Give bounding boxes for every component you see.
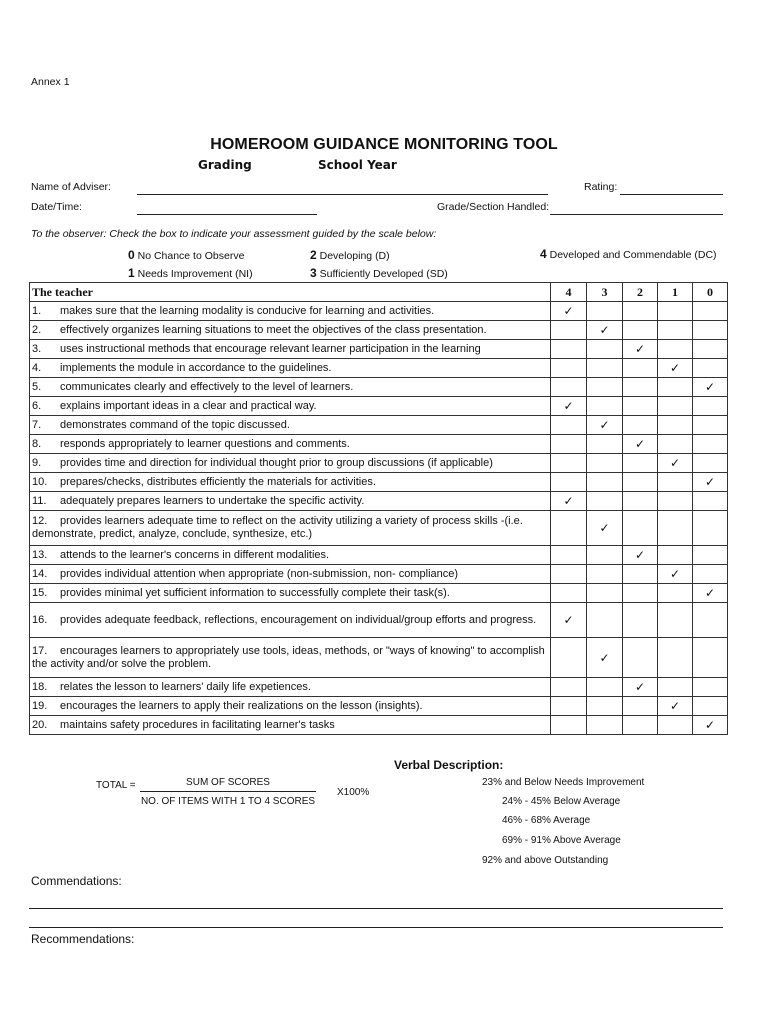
score-cell-3[interactable] — [587, 454, 623, 473]
criterion-cell — [30, 397, 551, 416]
table-row — [30, 492, 728, 511]
scale-label: Developing (D) — [319, 250, 390, 262]
criterion-text: relates the lesson to learners' daily life expetiences. — [60, 680, 311, 693]
table-header-row — [30, 283, 728, 302]
score-cell-3[interactable] — [587, 678, 623, 697]
criterion-text: responds appropriately to learner questions and comments. — [60, 437, 350, 450]
score-cell-3[interactable] — [587, 473, 623, 492]
criterion-number: 19. — [32, 699, 48, 712]
score-cell-1[interactable] — [658, 340, 693, 359]
criterion-cell — [30, 302, 551, 321]
score-cell-2[interactable] — [623, 397, 658, 416]
scale-item-0 — [128, 248, 244, 262]
criterion-number: 3. — [32, 342, 42, 355]
scale-number: 1 — [128, 266, 135, 280]
criterion-cell — [30, 565, 551, 584]
score-cell-1[interactable] — [658, 359, 693, 378]
criterion-number: 14. — [32, 567, 48, 580]
scale-number: 3 — [310, 266, 317, 280]
table-row — [30, 321, 728, 340]
scale-item-4 — [540, 247, 717, 261]
column-header-3: 3 — [587, 283, 623, 302]
score-cell-0[interactable] — [693, 321, 728, 340]
criterion-text: implements the module in accordance to the guidelines. — [60, 361, 332, 374]
table-row — [30, 638, 728, 678]
criterion-text: provides minimal yet sufficient information to successfully complete their task(s). — [60, 586, 450, 599]
score-cell-1[interactable] — [658, 697, 693, 716]
criterion-cell — [30, 678, 551, 697]
scale-number: 2 — [310, 248, 317, 262]
criterion-number: 15. — [32, 586, 48, 599]
score-cell-3[interactable] — [587, 697, 623, 716]
criterion-cell — [30, 378, 551, 397]
criterion-number: 18. — [32, 680, 48, 693]
criterion-number: 4. — [32, 361, 42, 374]
verbal-item: 24% - 45% Below Average — [502, 796, 621, 807]
score-cell-0[interactable] — [693, 416, 728, 435]
check-mark-icon: ✓ — [599, 418, 610, 432]
score-cell-2[interactable] — [623, 416, 658, 435]
score-cell-2[interactable] — [623, 697, 658, 716]
check-mark-icon: ✓ — [669, 699, 681, 713]
score-cell-0[interactable] — [693, 340, 728, 359]
score-cell-1[interactable] — [658, 603, 693, 638]
score-cell-1[interactable] — [658, 584, 693, 603]
criterion-text: provides learners adequate time to reflect on the activity utilizing a variety of process skills -(i.e. demonstrate, predict, analyze, conclude, synthesize, etc.) — [32, 515, 523, 540]
formula-multiplier: X100% — [337, 787, 370, 798]
check-mark-icon: ✓ — [563, 304, 574, 318]
table-row — [30, 378, 728, 397]
column-header-2: 2 — [623, 283, 658, 302]
total-label: TOTAL = — [96, 780, 136, 791]
criterion-number: 9. — [32, 456, 42, 469]
criterion-cell — [30, 716, 551, 735]
scale-item-3 — [310, 266, 448, 280]
check-mark-icon: ✓ — [669, 456, 681, 470]
table-row — [30, 546, 728, 565]
table-row — [30, 302, 728, 321]
score-cell-2[interactable] — [623, 584, 658, 603]
table-row — [30, 416, 728, 435]
score-cell-2[interactable] — [623, 565, 658, 584]
datetime-field[interactable] — [137, 214, 317, 215]
score-cell-0[interactable] — [693, 359, 728, 378]
scale-number: 0 — [128, 248, 135, 262]
score-cell-0[interactable] — [693, 697, 728, 716]
criterion-cell — [30, 416, 551, 435]
score-cell-4[interactable] — [551, 584, 587, 603]
verbal-item: 23% and Below Needs Improvement — [482, 777, 645, 788]
page-title: HOMEROOM GUIDANCE MONITORING TOOL — [210, 136, 558, 153]
score-cell-3[interactable] — [587, 397, 623, 416]
score-cell-4[interactable] — [551, 378, 587, 397]
check-mark-icon: ✓ — [563, 494, 574, 508]
criterion-text: adequately prepares learners to undertake the specific activity. — [60, 494, 365, 507]
score-cell-4[interactable] — [551, 603, 587, 638]
recommendations-label: Recommendations: — [31, 932, 135, 946]
score-cell-0[interactable] — [693, 584, 728, 603]
formula-numerator: SUM OF SCORES — [186, 777, 270, 788]
criterion-text: encourages learners to appropriately use tools, ideas, methods, or "ways of knowing" to accomplish the activity and/or solve the problem. — [32, 644, 545, 670]
score-cell-4[interactable] — [551, 638, 587, 678]
score-cell-2[interactable] — [623, 378, 658, 397]
formula-denominator: NO. OF ITEMS WITH 1 TO 4 SCORES — [140, 796, 316, 807]
table-row — [30, 435, 728, 454]
check-mark-icon: ✓ — [704, 380, 716, 394]
score-cell-0[interactable] — [693, 638, 728, 678]
score-cell-1[interactable] — [658, 565, 693, 584]
criterion-text: explains important ideas in a clear and practical way. — [60, 399, 317, 412]
table-row — [30, 473, 728, 492]
verbal-item: 46% - 68% Average — [502, 815, 591, 826]
check-mark-icon: ✓ — [704, 586, 716, 600]
score-cell-2[interactable] — [623, 435, 658, 454]
check-mark-icon: ✓ — [669, 567, 681, 581]
score-cell-0[interactable] — [693, 511, 728, 546]
criterion-number: 16. — [32, 613, 48, 626]
score-cell-3[interactable] — [587, 378, 623, 397]
score-cell-1[interactable] — [658, 378, 693, 397]
criterion-number: 11. — [32, 494, 47, 507]
score-cell-3[interactable] — [587, 416, 623, 435]
score-cell-1[interactable] — [658, 397, 693, 416]
table-row — [30, 511, 728, 546]
score-cell-3[interactable] — [587, 565, 623, 584]
score-cell-4[interactable] — [551, 697, 587, 716]
check-mark-icon: ✓ — [669, 361, 681, 375]
score-cell-0[interactable] — [693, 473, 728, 492]
school-year-label: School Year — [318, 158, 397, 172]
scale-label: Needs Improvement (NI) — [137, 268, 253, 280]
criterion-number: 12. — [32, 515, 48, 527]
table-row — [30, 397, 728, 416]
score-cell-2[interactable] — [623, 546, 658, 565]
score-cell-4[interactable] — [551, 716, 587, 735]
fraction-bar — [140, 791, 316, 792]
criterion-cell — [30, 359, 551, 378]
scale-label: Developed and Commendable (DC) — [549, 249, 717, 261]
table-row — [30, 603, 728, 638]
criterion-text: maintains safety procedures in facilitating learner's tasks — [60, 718, 335, 731]
score-cell-4[interactable] — [551, 397, 587, 416]
criterion-text: communicates clearly and effectively to the level of learners. — [60, 380, 354, 393]
check-mark-icon: ✓ — [599, 521, 610, 535]
criterion-text: attends to the learner's concerns in different modalities. — [60, 548, 330, 561]
score-cell-3[interactable] — [587, 321, 623, 340]
check-mark-icon: ✓ — [634, 680, 646, 694]
adviser-field[interactable] — [137, 194, 548, 195]
score-cell-3[interactable] — [587, 511, 623, 546]
score-cell-4[interactable] — [551, 340, 587, 359]
score-cell-2[interactable] — [623, 492, 658, 511]
score-cell-1[interactable] — [658, 321, 693, 340]
score-cell-0[interactable] — [693, 302, 728, 321]
score-cell-2[interactable] — [623, 321, 658, 340]
score-cell-0[interactable] — [693, 716, 728, 735]
score-cell-1[interactable] — [658, 511, 693, 546]
grading-label: Grading — [198, 158, 252, 172]
table-row — [30, 565, 728, 584]
verbal-description-title: Verbal Description: — [394, 758, 504, 772]
criterion-number: 6. — [32, 399, 42, 412]
column-header-4: 4 — [551, 283, 587, 302]
table-row — [30, 678, 728, 697]
score-cell-4[interactable] — [551, 511, 587, 546]
score-cell-2[interactable] — [623, 454, 658, 473]
score-cell-3[interactable] — [587, 603, 623, 638]
criterion-cell — [30, 638, 551, 678]
criterion-cell — [30, 321, 551, 340]
criterion-text: uses instructional methods that encourage relevant learner participation in the learning — [60, 342, 481, 355]
score-cell-3[interactable] — [587, 302, 623, 321]
score-cell-4[interactable] — [551, 302, 587, 321]
teacher-column-header: The teacher — [30, 283, 551, 302]
check-mark-icon: ✓ — [599, 650, 610, 665]
table-row — [30, 697, 728, 716]
table-row — [30, 716, 728, 735]
criterion-cell — [30, 473, 551, 492]
criterion-number: 13. — [32, 548, 48, 561]
criterion-cell — [30, 603, 551, 638]
commendations-line[interactable] — [29, 908, 723, 909]
score-cell-1[interactable] — [658, 638, 693, 678]
scale-label: Sufficiently Developed (SD) — [319, 268, 448, 280]
score-cell-4[interactable] — [551, 416, 587, 435]
score-cell-4[interactable] — [551, 546, 587, 565]
score-cell-3[interactable] — [587, 584, 623, 603]
score-cell-3[interactable] — [587, 492, 623, 511]
grade-section-label: Grade/Section Handled: — [437, 201, 550, 213]
criterion-cell — [30, 492, 551, 511]
check-mark-icon: ✓ — [704, 475, 716, 489]
score-cell-4[interactable] — [551, 435, 587, 454]
criterion-text: demonstrates command of the topic discussed. — [60, 418, 290, 431]
assessment-table — [29, 282, 728, 735]
criterion-number: 1. — [32, 304, 42, 317]
score-cell-2[interactable] — [623, 359, 658, 378]
criterion-cell — [30, 454, 551, 473]
score-cell-0[interactable] — [693, 546, 728, 565]
table-row — [30, 584, 728, 603]
criterion-cell — [30, 546, 551, 565]
criterion-cell — [30, 697, 551, 716]
score-cell-0[interactable] — [693, 603, 728, 638]
table-row — [30, 454, 728, 473]
score-cell-2[interactable] — [623, 638, 658, 678]
score-cell-4[interactable] — [551, 565, 587, 584]
criterion-text: effectively organizes learning situations to meet the objectives of the class presentation. — [60, 323, 487, 336]
criterion-text: provides individual attention when appropriate (non-submission, non- compliance) — [60, 567, 459, 580]
column-header-1: 1 — [658, 283, 693, 302]
score-cell-1[interactable] — [658, 435, 693, 454]
score-cell-0[interactable] — [693, 454, 728, 473]
score-cell-0[interactable] — [693, 435, 728, 454]
score-cell-1[interactable] — [658, 302, 693, 321]
criterion-text: provides time and direction for individual thought prior to group discussions (if applicable) — [60, 456, 493, 469]
criterion-number: 8. — [32, 437, 42, 450]
score-cell-1[interactable] — [658, 716, 693, 735]
score-cell-0[interactable] — [693, 492, 728, 511]
score-cell-4[interactable] — [551, 359, 587, 378]
verbal-item: 92% and above Outstanding — [482, 855, 609, 866]
score-cell-2[interactable] — [623, 603, 658, 638]
scale-item-2 — [310, 248, 390, 262]
score-cell-1[interactable] — [658, 416, 693, 435]
check-mark-icon: ✓ — [704, 718, 716, 732]
score-cell-4[interactable] — [551, 321, 587, 340]
score-cell-1[interactable] — [658, 473, 693, 492]
score-cell-4[interactable] — [551, 678, 587, 697]
score-cell-3[interactable] — [587, 638, 623, 678]
scale-label: No Chance to Observe — [137, 250, 245, 262]
check-mark-icon: ✓ — [599, 323, 610, 337]
criterion-number: 7. — [32, 418, 42, 431]
score-cell-2[interactable] — [623, 473, 658, 492]
score-cell-2[interactable] — [623, 340, 658, 359]
score-cell-2[interactable] — [623, 302, 658, 321]
criterion-number: 5. — [32, 380, 42, 393]
commendations-line-2[interactable] — [29, 927, 723, 928]
check-mark-icon: ✓ — [634, 548, 646, 562]
score-cell-2[interactable] — [623, 678, 658, 697]
criterion-cell — [30, 511, 551, 546]
check-mark-icon: ✓ — [634, 342, 646, 356]
score-cell-0[interactable] — [693, 565, 728, 584]
score-cell-3[interactable] — [587, 435, 623, 454]
criterion-text: encourages the learners to apply their realizations on the lesson (insights). — [60, 699, 423, 712]
scale-number: 4 — [540, 247, 547, 261]
score-cell-4[interactable] — [551, 454, 587, 473]
criterion-text: makes sure that the learning modality is conducive for learning and activities. — [60, 304, 435, 317]
rating-label: Rating: — [584, 181, 618, 193]
criterion-number: 2. — [32, 323, 42, 336]
score-cell-2[interactable] — [623, 716, 658, 735]
commendations-label: Commendations: — [31, 874, 122, 888]
criterion-cell — [30, 584, 551, 603]
score-cell-4[interactable] — [551, 473, 587, 492]
score-cell-0[interactable] — [693, 397, 728, 416]
grade-section-field[interactable] — [550, 214, 723, 215]
check-mark-icon: ✓ — [563, 399, 574, 413]
score-cell-3[interactable] — [587, 546, 623, 565]
criterion-number: 10. — [32, 475, 48, 488]
score-cell-3[interactable] — [587, 340, 623, 359]
score-cell-4[interactable] — [551, 492, 587, 511]
table-row — [30, 359, 728, 378]
score-cell-3[interactable] — [587, 359, 623, 378]
rating-field[interactable] — [620, 194, 723, 195]
criterion-cell — [30, 340, 551, 359]
score-cell-2[interactable] — [623, 511, 658, 546]
criterion-number: 20. — [32, 718, 48, 731]
observer-instruction: To the observer: Check the box to indicate your assessment guided by the scale below: — [31, 228, 437, 240]
score-cell-1[interactable] — [658, 454, 693, 473]
verbal-item: 69% - 91% Above Average — [502, 835, 621, 846]
annex-label: Annex 1 — [31, 76, 70, 88]
check-mark-icon: ✓ — [634, 437, 646, 451]
adviser-label: Name of Adviser: — [31, 181, 111, 193]
score-cell-1[interactable] — [658, 492, 693, 511]
criterion-text: prepares/checks, distributes efficiently the materials for activities. — [60, 475, 376, 488]
score-cell-0[interactable] — [693, 678, 728, 697]
criterion-number: 17. — [32, 644, 48, 657]
datetime-label: Date/Time: — [31, 201, 82, 213]
column-header-0: 0 — [693, 283, 728, 302]
table-row — [30, 340, 728, 359]
score-cell-0[interactable] — [693, 378, 728, 397]
check-mark-icon: ✓ — [563, 613, 574, 627]
criterion-text: provides adequate feedback, reflections, encouragement on individual/group efforts and progress. — [60, 613, 537, 626]
score-cell-1[interactable] — [658, 678, 693, 697]
scale-item-1 — [128, 266, 253, 280]
score-cell-1[interactable] — [658, 546, 693, 565]
score-cell-3[interactable] — [587, 716, 623, 735]
criterion-cell — [30, 435, 551, 454]
